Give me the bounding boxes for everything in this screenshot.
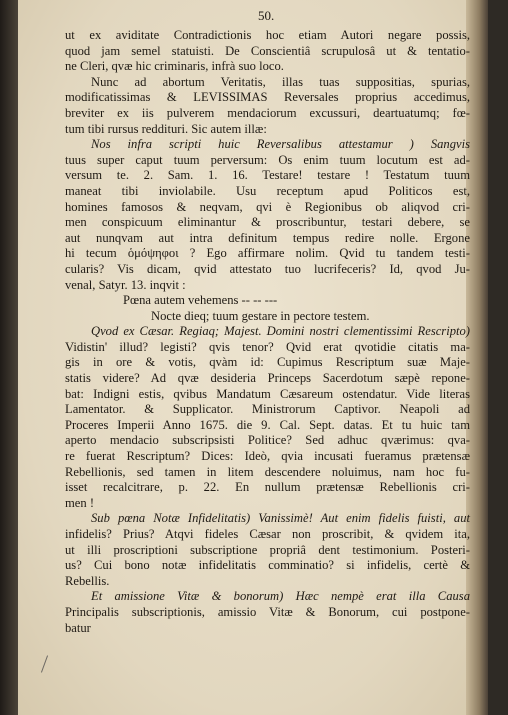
text-line: ne Cleri, qvæ hic criminaris, infrà suo loco.: [65, 59, 284, 74]
page-number: 50.: [258, 8, 275, 23]
text-line: Lamentator. & Supplicator. Ministrorum Captivor. Neapoli ad: [65, 402, 470, 417]
text-line: re fuerat Rescriptum? Dices: Ideò, qvia incusati fueramus prætensæ: [65, 449, 470, 464]
catchword: batur: [65, 620, 91, 635]
text-line: ut illi proscriptioni subscriptione propriâ dent testimonium. Posteri-: [65, 542, 470, 557]
text-line: us? Cui bono notæ infidelitatis comminatio? si infidelis, certè &: [65, 558, 470, 573]
text-line: Qvod ex Cæsar. Regiaq; Majest. Domini nostri clementissimi Rescripto): [91, 324, 470, 339]
text-line: aut nunqvam aut intra definitum tempus redire nolle. Ergone: [65, 230, 470, 245]
text-line: isset recalcitrare, p. 22. En nullum prætensæ Rebellionis cri-: [65, 480, 470, 495]
text-line: tuus super caput tuum perversum: Os enim tuum locutum est ad-: [65, 152, 470, 167]
verse-line: Pœna autem vehemens -- -- ---: [123, 293, 278, 308]
text-line: cularis? Vis dicam, qvid attestato tuo lucrifeceris? Id, qvod Ju-: [65, 261, 470, 276]
text-line: hi tecum ὁμόψηφοι ? Ego affirmare nolim. Qvid tu tandem testi-: [65, 246, 470, 261]
text-line: Sub pœna Notæ Infidelitatis) Vanissimè! Aut enim fidelis fuisti, aut: [91, 511, 470, 526]
text-line: Et amissione Vitæ & bonorum) Hæc nempè erat illa Causa: [91, 589, 470, 604]
text-line: men !: [65, 495, 95, 510]
text-line: gis in ore & votis, qvàm id: Cupimus Rescriptum suæ Maje-: [65, 355, 470, 370]
text-line: tum tibi rursus reddituri. Sic autem illæ:: [65, 121, 267, 136]
text-line: maneat tibi inviolabile. Usu receptum apud Politicos est,: [65, 183, 470, 198]
text-line: homines famosos & neqvam, qvi è Regionibus ob aliqvod cri-: [65, 199, 470, 214]
text-line: quod jam semel statuisti. De Conscientiâ scrupulosâ ut & tentatio-: [65, 43, 470, 58]
text-line: Principalis subscriptionis, amissio Vitæ & Bonorum, cui postpone-: [65, 604, 470, 619]
text-line: Nunc ad abortum Veritatis, illas tuas suppositias, spurias,: [91, 74, 470, 89]
text-line: Vidistin' illud? legisti? qvis tenor? Qvid erat qvotidie citatis ma-: [65, 339, 470, 354]
text-line: Rebellis.: [65, 573, 110, 588]
text-line: bat: Indigni estis, qvibus Mandatum Cæsareum ostendatur. Vide literas: [65, 386, 470, 401]
text-line: ut ex aviditate Contradictionis hoc etiam Autori negare possis,: [65, 28, 470, 42]
text-line: statis videre? Ad qvæ desideria Princeps Sacerdotum sæpè repone-: [65, 371, 470, 386]
text-line: Nos infra scripti huic Reversalibus attestamur ) Sangvis: [91, 137, 470, 152]
text-line: versum te. 2. Sam. 1. 16. Testare! testare ! Testatum tuum: [65, 168, 470, 183]
verse-line: Nocte dieq; tuum gestare in pectore testem.: [151, 308, 370, 323]
text-line: venal, Satyr. 13. inqvit :: [65, 277, 186, 292]
page-text: [65, 28, 470, 636]
text-line: men conspicuum eliminantur & proscribuntur, testari debere, se: [65, 215, 470, 230]
text-line: Proceres Imperii Anno 1675. die 9. Cal. Sept. datas. Et tu huic tam: [65, 417, 470, 432]
text-line: Rebellionis, sed tamen in litem descendere noluimus, nam hoc fu-: [65, 464, 470, 479]
facing-page-edge: [0, 0, 18, 715]
text-line: infidelis? Prius? Atqvi fideles Cæsar non proscribit, & qvidem ita,: [65, 527, 470, 541]
text-line: breviter ex iis pulverem mendaciorum excussuri, deartuatumq; fœ-: [65, 105, 470, 120]
text-line: aperto mendacio subscripsisti Politice? Sed adhuc qværimus: qva-: [65, 433, 470, 448]
text-line: modificatissimas & LEVISSIMAS Reversales proprius accedimus,: [65, 90, 470, 105]
